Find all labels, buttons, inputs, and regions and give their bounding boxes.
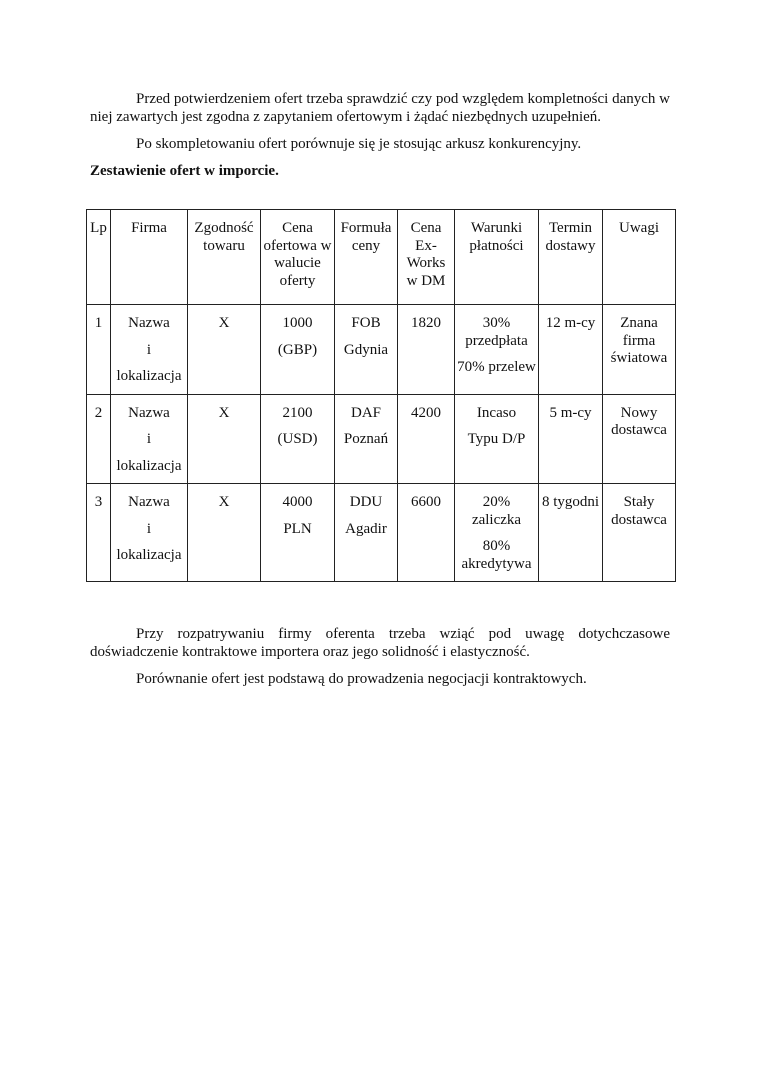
cell-lp: 1: [87, 305, 111, 395]
formula-place: Poznań: [343, 431, 389, 447]
cena-value: 1000: [282, 315, 313, 331]
offers-comparison-table: [86, 209, 676, 582]
cell-exworks: 6600: [398, 484, 455, 582]
paragraph-negotiation-basis: Porównanie ofert jest podstawą do prowadzenia negocjacji kontraktowych.: [136, 671, 587, 687]
firma-line: i: [146, 520, 152, 537]
firma-line: lokalizacja: [116, 457, 182, 474]
cena-value: 4000: [282, 494, 313, 510]
cell-formula: [335, 484, 398, 582]
cell-zgodnosc: X: [188, 305, 261, 395]
firma-line: lokalizacja: [116, 368, 182, 384]
section-heading: Zestawienie ofert w imporcie.: [90, 163, 279, 179]
header-cena-ofertowa: Cena ofertowa w walucie oferty: [261, 210, 335, 305]
table-row: [87, 394, 676, 484]
header-termin-dostawy: Termin dostawy: [539, 210, 603, 305]
warunki-part: Incaso: [476, 404, 517, 421]
warunki-part: 70% przelew: [457, 359, 536, 375]
header-warunki-platnosci: Warunki płatności: [455, 210, 539, 305]
formula-incoterm: DAF: [350, 404, 381, 421]
formula-incoterm: DDU: [349, 494, 383, 510]
cell-termin: 5 m-cy: [539, 394, 603, 484]
firma-line: i: [146, 431, 152, 447]
cena-currency: (USD): [277, 431, 318, 447]
header-zgodnosc: Zgodność towaru: [188, 210, 261, 305]
cell-termin: 12 m-cy: [539, 305, 603, 395]
firma-line: Nazwa: [128, 315, 170, 331]
paragraph-supplier-evaluation: Przy rozpatrywaniu firmy oferenta trzeba wziąć pod uwagę dotychczasowe doświadczenie kontraktowe importera oraz jego solidność i elastyczność.: [90, 626, 670, 660]
header-formula-ceny: Formuła ceny: [335, 210, 398, 305]
header-uwagi: Uwagi: [603, 210, 676, 305]
warunki-part: 80% akredytywa: [461, 538, 532, 572]
header-cena-exworks: Cena Ex-Works w DM: [398, 210, 455, 305]
cell-warunki: [455, 484, 539, 582]
cena-currency: PLN: [283, 520, 312, 537]
header-lp: Lp: [87, 210, 111, 305]
firma-line: i: [146, 341, 152, 358]
cell-formula: [335, 394, 398, 484]
cell-exworks: 1820: [398, 305, 455, 395]
cell-firma: [111, 484, 188, 582]
cell-uwagi: Stały dostawca: [603, 484, 676, 582]
cell-formula: [335, 305, 398, 395]
cell-firma: [111, 305, 188, 395]
cell-cena: [261, 394, 335, 484]
cena-value: 2100: [282, 404, 313, 421]
cell-cena: [261, 484, 335, 582]
firma-line: lokalizacja: [116, 547, 182, 563]
table-header-row: [87, 210, 676, 305]
cell-uwagi: Znana firma światowa: [603, 305, 676, 395]
document-page: [90, 90, 670, 688]
cell-lp: 2: [87, 394, 111, 484]
cell-termin: 8 tygodni: [539, 484, 603, 582]
cell-cena: [261, 305, 335, 395]
cell-warunki: [455, 394, 539, 484]
formula-incoterm: FOB: [351, 315, 381, 331]
firma-line: Nazwa: [128, 494, 170, 510]
cell-zgodnosc: X: [188, 394, 261, 484]
cell-zgodnosc: X: [188, 484, 261, 582]
formula-place: Agadir: [345, 520, 387, 537]
cell-lp: 3: [87, 484, 111, 582]
formula-place: Gdynia: [343, 341, 389, 358]
cell-warunki: [455, 305, 539, 395]
cell-firma: [111, 394, 188, 484]
paragraph-competitive-sheet: Po skompletowaniu ofert porównuje się je stosując arkusz konkurencyjny.: [136, 136, 582, 152]
table-row: [87, 305, 676, 395]
paragraph-offer-verification: Przed potwierdzeniem ofert trzeba sprawdzić czy pod względem kompletności danych w niej zawartych jest zgodna z zapytaniem ofertowym i żądać niezbędnych uzupełnień.: [90, 91, 670, 125]
cena-currency: (GBP): [277, 341, 318, 358]
warunki-part: 20% zaliczka: [471, 494, 522, 528]
warunki-part: 30% przedpłata: [465, 315, 528, 349]
table-row: [87, 484, 676, 582]
cell-uwagi: Nowy dostawca: [603, 394, 676, 484]
cell-exworks: 4200: [398, 394, 455, 484]
warunki-part: Typu D/P: [467, 431, 526, 447]
firma-line: Nazwa: [128, 404, 170, 421]
header-firma: Firma: [111, 210, 188, 305]
